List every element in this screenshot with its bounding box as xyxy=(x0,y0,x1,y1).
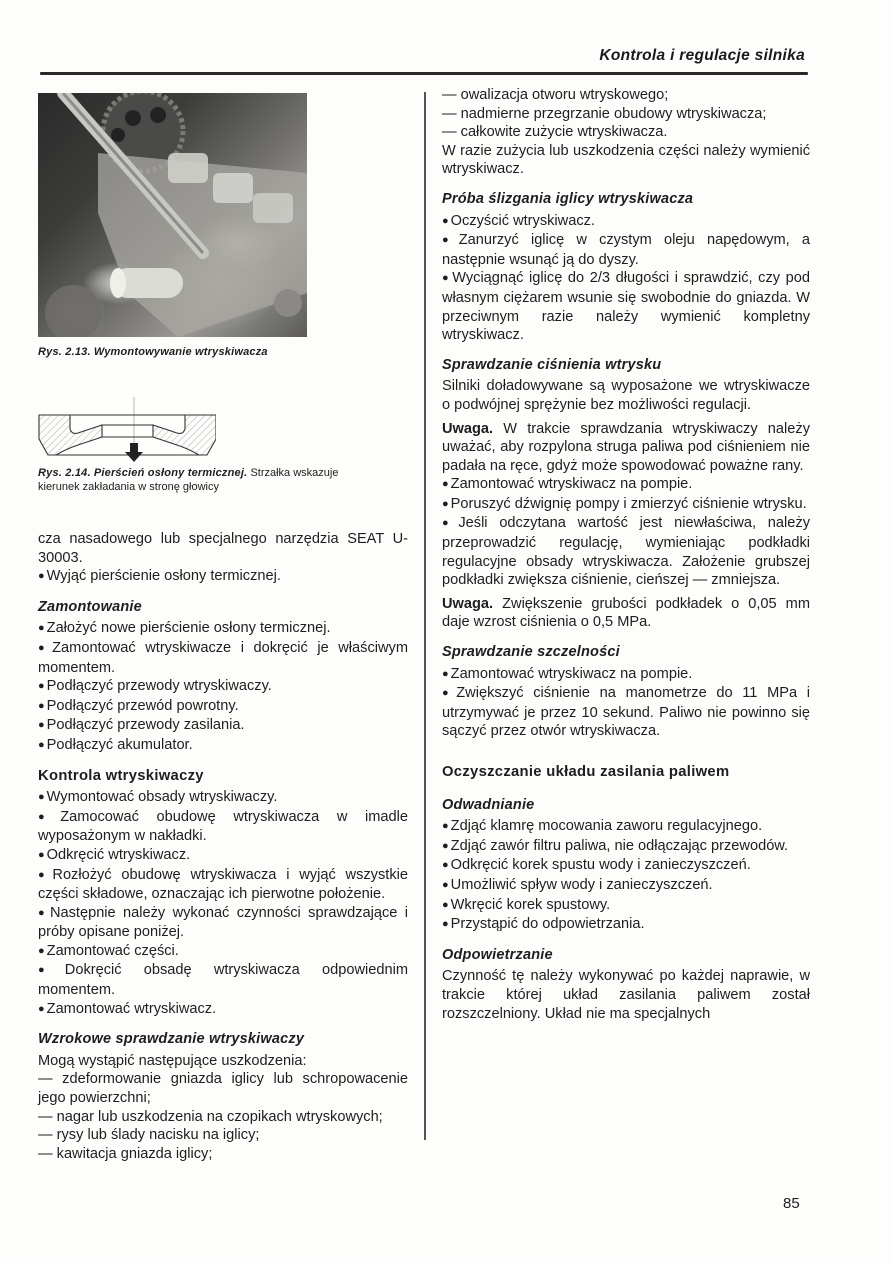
bullet-item: ● Oczyścić wtryskiwacz. xyxy=(442,212,810,232)
bullet-item: ● Zdjąć klamrę mocowania zaworu regulacyjnego. xyxy=(442,817,810,837)
figure-label: Rys. 2.13. xyxy=(38,346,91,358)
note-label: Uwaga. xyxy=(442,595,494,612)
bullet-item: ● Podłączyć przewód powrotny. xyxy=(38,697,408,717)
section-heading: Odpowietrzanie xyxy=(442,946,553,963)
bullet-item: ● Rozłożyć obudowę wtryskiwacza i wyjąć wszystkie części składowe, oznaczając ich pierwotne położenie. xyxy=(38,866,408,904)
bullet-item: ● Podłączyć akumulator. xyxy=(38,736,408,756)
note-text: Zwiększenie grubości podkładek o 0,05 mm daje wzrost ciśnienia o 0,5 MPa. xyxy=(442,595,810,631)
right-column xyxy=(442,86,810,1034)
warning-note xyxy=(442,420,810,476)
bullet-item: ● Następnie należy wykonać czynności sprawdzające i próby opisane poniżej. xyxy=(38,904,408,942)
engine-photo-illustration xyxy=(38,93,307,337)
header-rule xyxy=(40,72,808,75)
bullet-item: ● Poruszyć dźwignię pompy i zmierzyć ciśnienie wtrysku. xyxy=(442,495,810,515)
dash-item: — owalizacja otworu wtryskowego; xyxy=(442,87,669,103)
bullet-item: ● Zamontować części. xyxy=(38,942,408,962)
section-oczyszczanie xyxy=(442,763,810,782)
chapter-heading: Oczyszczanie układu zasilania paliwem xyxy=(442,764,730,780)
section-heading: Kontrola wtryskiwaczy xyxy=(38,767,204,784)
intro-section xyxy=(38,530,408,587)
engine-photo xyxy=(38,93,307,337)
bullet-item: ● Zamontować wtryskiwacz. xyxy=(38,1000,408,1020)
dash-item: — zdeformowanie gniazda iglicy lub schropowacenie jego powierzchni; xyxy=(38,1071,408,1107)
section-heading: Wzrokowe sprawdzanie wtryskiwaczy xyxy=(38,1031,305,1048)
section-kontrola-wtryskiwaczy xyxy=(38,767,408,1020)
body-text: Mogą wystąpić następujące uszkodzenia: xyxy=(38,1052,307,1069)
bullet-item: ● Zamontować wtryskiwacz na pompie. xyxy=(442,665,810,685)
section-heading: Odwadnianie xyxy=(442,796,535,813)
section-wzrokowe-sprawdzanie xyxy=(38,1030,408,1163)
dash-item: — całkowite zużycie wtryskiwacza. xyxy=(442,124,668,141)
bullet-item: ● Założyć nowe pierścienie osłony termicznej. xyxy=(38,619,408,639)
section-heading: Zamontowanie xyxy=(38,598,142,615)
section-sprawdzanie-szczelnosci xyxy=(442,643,810,741)
dash-item: — nagar lub uszkodzenia na czopikach wtryskowych; xyxy=(38,1108,383,1125)
figure-label: Rys. 2.14. xyxy=(38,467,91,479)
section-heading: Próba ślizgania iglicy wtryskiwacza xyxy=(442,190,694,207)
section-heading: Sprawdzanie ciśnienia wtrysku xyxy=(442,356,662,373)
bullet-item: ● Odkręcić korek spustu wody i zanieczyszczeń. xyxy=(442,856,810,876)
bullet-item: ● Podłączyć przewody zasilania. xyxy=(38,716,408,736)
bullet-item: ● Zamocować obudowę wtryskiwacza w imadle wyposażonym w nakładki. xyxy=(38,808,408,846)
section-proba-slizgania xyxy=(442,190,810,345)
body-text: Silniki doładowywane są wyposażone we wtryskiwacze o podwójnej sprężynie bez możliwości regulacji. xyxy=(442,378,810,413)
bullet-item: ● Zanurzyć iglicę w czystym oleju napędowym, a następnie wsunąć ją do dyszy. xyxy=(442,231,810,269)
section-heading: Sprawdzanie szczelności xyxy=(442,644,620,661)
bullet-item: ● Podłączyć przewody wtryskiwaczy. xyxy=(38,677,408,697)
figure-title: Pierścień osłony termicznej. xyxy=(93,467,248,479)
continued-section xyxy=(442,86,810,179)
dash-item: — nadmierne przegrzanie obudowy wtryskiwacza; xyxy=(442,105,767,122)
page-number: 85 xyxy=(783,1195,800,1212)
bullet-item: ● Odkręcić wtryskiwacz. xyxy=(38,846,408,866)
section-sprawdzanie-cisnienia xyxy=(442,356,810,632)
note-text: W trakcie sprawdzania wtryskiwaczy należy uważać, aby rozpylona struga paliwa pod ciśnieniem nie padała na ręce, gdyż może spowodować poważne rany. xyxy=(442,420,810,474)
body-text: cza nasadowego lub specjalnego narzędzia SEAT U-30003. xyxy=(38,531,408,566)
figure-description: Strzałka wskazuje kierunek zakładania w stronę głowicy xyxy=(38,467,339,493)
bullet-item: ● Przystąpić do odpowietrzania. xyxy=(442,915,810,935)
bullet-item: ● Wyciągnąć iglicę do 2/3 długości i sprawdzić, czy pod własnym ciężarem wsunie się swobodnie do gniazda. W przeciwnym razie należy wymienić kompletny wtryskiwacz. xyxy=(442,269,810,344)
section-odpowietrzanie xyxy=(442,946,810,1023)
note-label: Uwaga. xyxy=(442,420,494,437)
dash-item: — rysy lub ślady nacisku na iglicy; xyxy=(38,1127,260,1144)
figure-2-14-caption xyxy=(38,466,368,494)
section-zamontowanie xyxy=(38,598,408,756)
body-text: Czynność tę należy wykonywać po każdej naprawie, w trakcie której układ zasilania paliwem został rozszczelniony. Układ nie ma specjalnych xyxy=(442,968,810,1022)
heat-shield-ring-drawing xyxy=(36,395,216,463)
running-head: Kontrola i regulacje silnika xyxy=(599,47,805,64)
bullet-item: ● Zdjąć zawór filtru paliwa, nie odłączając przewodów. xyxy=(442,837,810,857)
bullet-item: ● Wymontować obsady wtryskiwaczy. xyxy=(38,788,408,808)
left-column xyxy=(38,530,408,1174)
column-divider xyxy=(424,92,426,1140)
warning-note xyxy=(442,595,810,632)
bullet-item: ● Zamontować wtryskiwacz na pompie. xyxy=(442,475,810,495)
bullet-item: ● Umożliwić spływ wody i zanieczyszczeń. xyxy=(442,876,810,896)
figure-title: Wymontowywanie wtryskiwacza xyxy=(93,346,268,358)
bullet-item: ● Dokręcić obsadę wtryskiwacza odpowiednim momentem. xyxy=(38,961,408,999)
bullet-item: ● Jeśli odczytana wartość jest niewłaściwa, należy przeprowadzić regulację, wymieniając podkładki regulacyjne obsady wtryskiwacza. Założenie grubszej podkładki zwiększa ciśnienie, cieńszej — zmniejsza. xyxy=(442,514,810,589)
bullet-item: ● Zwiększyć ciśnienie na manometrze do 11 MPa i utrzymywać je przez 10 sekund. Paliwo nie powinno się sączyć przez otwór wtryskiwacza. xyxy=(442,684,810,741)
bullet-item: ● Wkręcić korek spustowy. xyxy=(442,896,810,916)
bullet-item: ● Zamontować wtryskiwacze i dokręcić je właściwym momentem. xyxy=(38,639,408,677)
figure-2-13-caption xyxy=(38,345,268,359)
body-text: W razie zużycia lub uszkodzenia części należy wymienić wtryskiwacz. xyxy=(442,142,810,178)
section-odwadnianie xyxy=(442,796,810,935)
bullet-item: ● Wyjąć pierścienie osłony termicznej. xyxy=(38,567,408,587)
dash-item: — kawitacja gniazda iglicy; xyxy=(38,1145,213,1162)
